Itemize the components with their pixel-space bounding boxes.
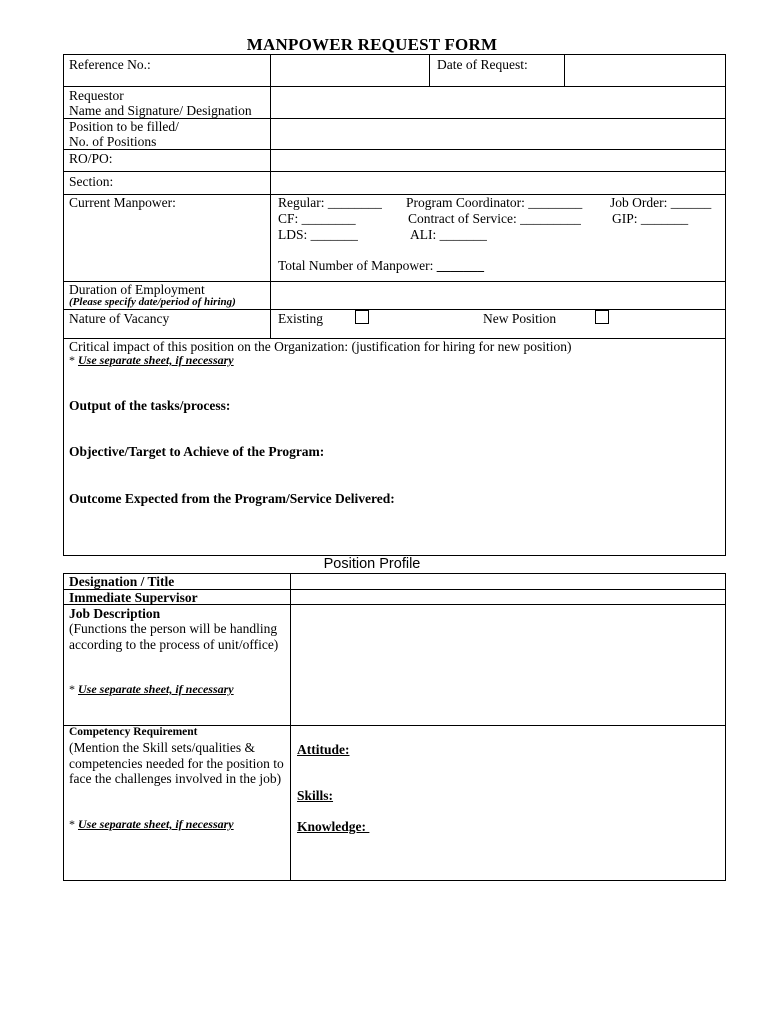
- ali-count: ALI: _______: [410, 227, 487, 242]
- position-field[interactable]: [271, 119, 725, 148]
- separate-sheet-note: [69, 817, 234, 833]
- new-position-label: New Position: [483, 311, 557, 326]
- knowledge-label: Knowledge:: [297, 819, 370, 834]
- immediate-supervisor-field[interactable]: [291, 590, 725, 603]
- date-of-request-field[interactable]: [565, 55, 725, 85]
- existing-checkbox[interactable]: [355, 310, 369, 324]
- objective-label: Objective/Target to Achieve of the Program:: [69, 444, 325, 459]
- no-of-positions-label: No. of Positions: [69, 134, 157, 149]
- date-of-request-label: Date of Request:: [437, 57, 528, 72]
- duration-note: (Please specify date/period of hiring): [69, 296, 236, 308]
- reference-no-field[interactable]: [271, 55, 428, 85]
- requestor-label: Requestor: [69, 88, 124, 103]
- gip-count: GIP: _______: [612, 211, 689, 226]
- critical-impact-text: Critical impact of this position on the Organization: (justification for hiring for new position): [69, 339, 572, 354]
- current-manpower-label: Current Manpower:: [69, 195, 176, 210]
- immediate-supervisor-label: Immediate Supervisor: [69, 590, 198, 605]
- duration-field[interactable]: [271, 282, 725, 308]
- section-label: Section:: [69, 174, 114, 189]
- requestor-sublabel: Name and Signature/ Designation: [69, 103, 252, 118]
- form-title: MANPOWER REQUEST FORM: [246, 35, 498, 54]
- job-order-count: Job Order: ______: [610, 195, 712, 210]
- total-manpower-text: Total Number of Manpower:: [278, 258, 434, 273]
- job-description-label: Job Description: [69, 606, 161, 621]
- separate-sheet-note: [69, 682, 234, 698]
- designation-label: Designation / Title: [69, 574, 175, 589]
- lds-count: LDS: _______: [278, 227, 358, 242]
- new-position-checkbox[interactable]: [595, 310, 609, 324]
- total-manpower-label: [278, 258, 484, 274]
- skills-label: Skills:: [297, 788, 334, 803]
- position-profile-title: Position Profile: [323, 556, 421, 572]
- separate-sheet-note: [69, 353, 234, 369]
- total-manpower-blank[interactable]: _______: [436, 258, 485, 273]
- outcome-label: Outcome Expected from the Program/Service Delivered:: [69, 491, 395, 506]
- requestor-field[interactable]: [271, 87, 725, 117]
- output-label: Output of the tasks/process:: [69, 398, 231, 413]
- designation-field[interactable]: [291, 574, 725, 588]
- competency-label: Competency Requirement: [69, 726, 198, 738]
- note-text: Use separate sheet, if necessary: [78, 353, 234, 367]
- note-asterisk: *: [69, 817, 78, 831]
- cf-count: CF: ________: [278, 211, 356, 226]
- program-coordinator-count: Program Coordinator: ________: [406, 195, 583, 210]
- competency-text: (Mention the Skill sets/qualities & competencies needed for the position to face the challenges involved in the job): [69, 740, 284, 786]
- note-asterisk: *: [69, 353, 78, 367]
- note-asterisk: *: [69, 682, 78, 696]
- reference-no-label: Reference No.:: [69, 57, 151, 72]
- nature-of-vacancy-label: Nature of Vacancy: [69, 311, 170, 326]
- column-divider: [429, 54, 430, 86]
- note-text: Use separate sheet, if necessary: [78, 682, 234, 696]
- ropo-label: RO/PO:: [69, 151, 113, 166]
- note-text: Use separate sheet, if necessary: [78, 817, 234, 831]
- existing-label: Existing: [278, 311, 324, 326]
- section-field[interactable]: [271, 172, 725, 193]
- regular-count: Regular: ________: [278, 195, 382, 210]
- contract-of-service-count: Contract of Service: _________: [408, 211, 581, 226]
- attitude-label: Attitude:: [297, 742, 350, 757]
- job-description-field[interactable]: [291, 605, 725, 724]
- ropo-field[interactable]: [271, 150, 725, 170]
- duration-label: Duration of Employment: [69, 282, 205, 297]
- job-description-text: (Functions the person will be handling according to the process of unit/office): [69, 621, 279, 652]
- position-label: Position to be filled/: [69, 119, 179, 134]
